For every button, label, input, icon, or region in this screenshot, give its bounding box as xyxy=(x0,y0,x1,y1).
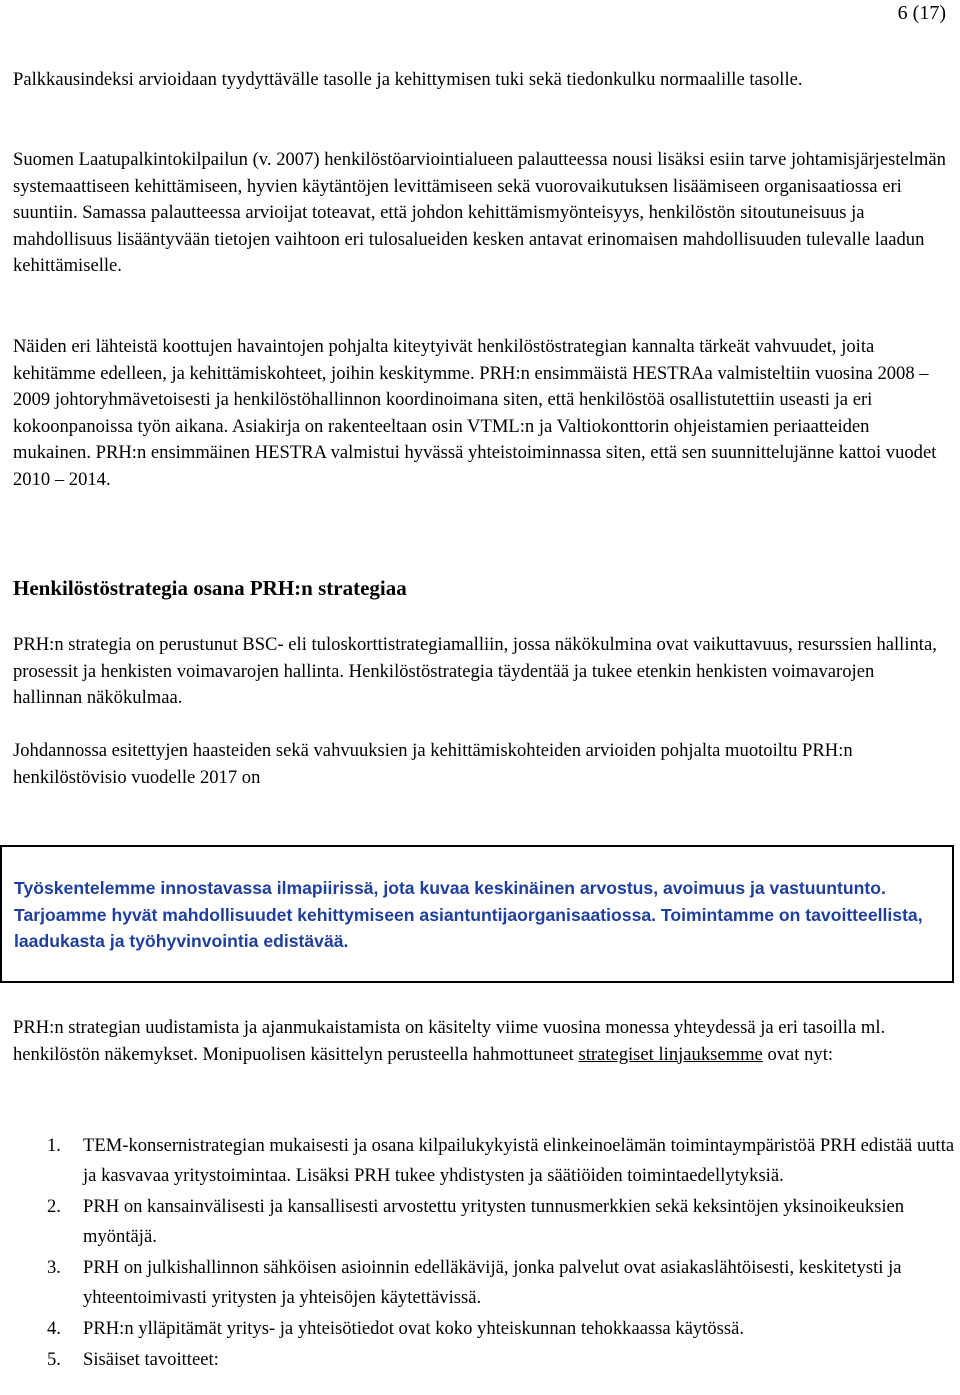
paragraph-bsc-strategy: PRH:n strategia on perustunut BSC- eli tuloskorttistrategiamalliin, jossa näkökulmina ovat vaikuttavuus, resurssien hallinta, prosessit ja henkisten voimavarojen hallinta. Henkilöstöstrategia täydentää ja tukee etenkin henkisten voimavarojen hallinnan näkökulmaa. xyxy=(13,634,937,709)
vision-statement: Työskentelemme innostavassa ilmapiirissä, jota kuvaa keskinäinen arvostus, avoimuus ja vastuuntunto. Tarjoamme hyvät mahdollisuudet kehittymiseen asiantuntijaorganisaatiossa. Toimintamme on tavoitteellista, laadukasta ja työhyvinvointia edistävää. xyxy=(14,878,923,951)
list-item-number: 5. xyxy=(47,1349,61,1370)
list-item-text: PRH:n ylläpitämät yritys- ja yhteisötiedot ovat koko yhteiskunnan tehokkaassa käytössä. xyxy=(83,1318,745,1339)
page-number: 6 (17) xyxy=(897,2,946,24)
strategy-renewal-text-end: ovat nyt: xyxy=(762,1043,834,1065)
paragraph-strategy-renewal xyxy=(13,1015,948,1068)
list-item-number: 4. xyxy=(47,1318,61,1339)
list-item xyxy=(0,1192,960,1252)
list-item-text: PRH on julkishallinnon sähköisen asioinnin edelläkävijä, jonka palvelut ovat asiakaslähtöisesti, keskitetysti ja yhteentoimivasti yritysten ja yhteisöjen käytettävissä. xyxy=(83,1257,902,1308)
paragraph-quality-award-feedback: Suomen Laatupalkintokilpailun (v. 2007) henkilöstöarviointialueen palautteessa nousi lisäksi esiin tarve johtamisjärjestelmän systemaattiseen kehittämiseen, hyvien käytäntöjen levittämiseen sekä vuorovaikutuksen lisäämiseen organisaatiossa eri suuntiin. Samassa palautteessa arvioijat toteavat, että johdon kehittämismyönteisyys, henkilöstön sitoutuneisuus ja mahdollisuus lisääntyvään tietojen vaihtoon eri tulosalueiden kesken antavat erinomaisen mahdollisuuden tulevalle laadun kehittämiselle. xyxy=(13,149,946,277)
vision-box xyxy=(0,845,954,983)
list-item-number: 2. xyxy=(47,1196,61,1217)
list-item-text: PRH on kansainvälisesti ja kansallisesti arvostettu yritysten tunnusmerkkien sekä keksintöjen yksinoikeuksien myöntäjä. xyxy=(83,1196,905,1247)
list-item xyxy=(0,1314,960,1344)
strategy-renewal-text-start: PRH:n strategian uudistamista ja ajanmukaistamista on käsitelty viime vuosina monessa yhteydessä ja eri tasoilla ml. henkilöstön näkemykset. Monipuolisen käsittelyn perusteella hahmottuneet xyxy=(13,1017,886,1065)
list-item xyxy=(0,1253,960,1313)
strategic-guidelines-underlined: strategiset linjauksemme xyxy=(578,1043,763,1065)
list-item-number: 1. xyxy=(47,1135,61,1156)
list-item-text: TEM-konsernistrategian mukaisesti ja osana kilpailukykyistä elinkeinoelämän toimintaympäristöä PRH edistää uutta ja kasvavaa yritystoimintaa. Lisäksi PRH tukee yhdistysten ja säätiöiden toimintaedellytyksiä. xyxy=(83,1135,955,1186)
list-item xyxy=(0,1345,960,1375)
section-heading: Henkilöstöstrategia osana PRH:n strategiaa xyxy=(13,576,407,600)
paragraph-vision-intro: Johdannossa esitettyjen haasteiden sekä vahvuuksien ja kehittämiskohteiden arvioiden pohjalta muotoiltu PRH:n henkilöstövisio vuodelle 2017 on xyxy=(13,740,853,788)
paragraph-salary-index: Palkkausindeksi arvioidaan tyydyttävälle tasolle ja kehittymisen tuki sekä tiedonkulku normaalille tasolle. xyxy=(13,69,803,90)
list-item-number: 3. xyxy=(47,1257,61,1278)
strategic-guidelines-list xyxy=(0,1131,960,1375)
list-item xyxy=(0,1131,960,1191)
paragraph-strengths-and-hestra: Näiden eri lähteistä koottujen havaintojen pohjalta kiteytyivät henkilöstöstrategian kannalta tärkeät vahvuudet, joita kehitämme edelleen, ja kehittämiskohteet, joihin keskitymme. PRH:n ensimmäistä HESTRAa valmisteltiin vuosina 2008 – 2009 johtoryhmävetoisesti ja henkilöstöhallinnon koordinoimana siten, että henkilöstöä osallistutettiin useasti ja eri kokoonpanoissa työn aikana. Asiakirja on rakenteeltaan osin VTML:n ja Valtiokonttorin ohjeistamien periaatteiden mukainen. PRH:n ensimmäinen HESTRA valmistui hyvässä yhteistoiminnassa siten, että sen suunnittelujänne kattoi vuodet 2010 – 2014. xyxy=(13,336,937,490)
list-item-text: Sisäiset tavoitteet: xyxy=(83,1349,219,1370)
